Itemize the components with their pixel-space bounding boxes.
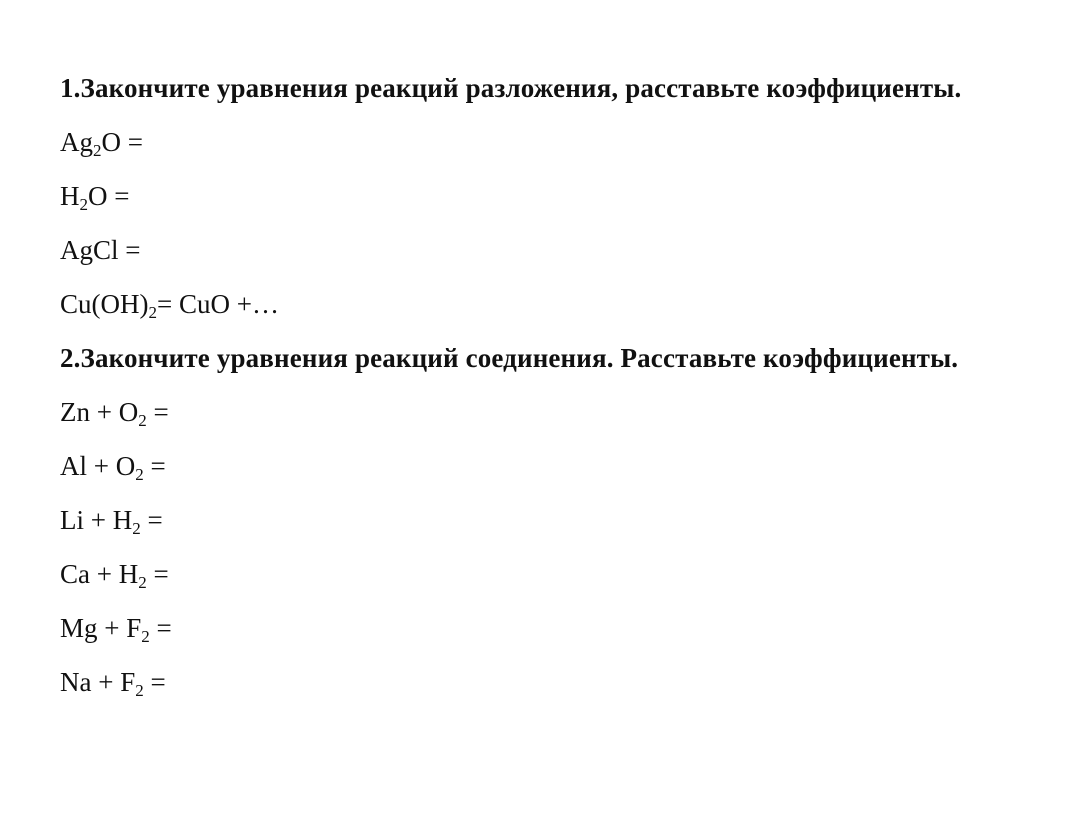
equation-2-1 [60, 396, 169, 428]
equation-subscript: 2 [138, 573, 147, 592]
equation-part: Cu(OH) [60, 289, 149, 319]
equation-subscript: 2 [132, 519, 141, 538]
equation-subscript: 2 [135, 681, 144, 700]
equation-part: = CuO +… [157, 289, 279, 319]
equation-2-4 [60, 558, 169, 590]
equation-subscript: 2 [141, 627, 150, 646]
task-1-heading: 1.Закончите уравнения реакций разложения, расставьте коэффициенты. [60, 73, 962, 103]
equation-1-4 [60, 288, 279, 320]
equation-part: Zn + O [60, 397, 139, 427]
equation-part: O = [88, 181, 130, 211]
equation-2-2 [60, 450, 166, 482]
equation-part: = [146, 559, 169, 589]
equation-part: O = [101, 127, 143, 157]
equation-part: Mg + F [60, 613, 142, 643]
equation-part: Li + H [60, 505, 133, 535]
equation-part: = [143, 451, 166, 481]
equation-subscript: 2 [138, 411, 147, 430]
equation-subscript: 2 [79, 195, 88, 214]
equation-1-3 [60, 234, 141, 266]
equation-part: Ag [60, 127, 93, 157]
equation-subscript: 2 [93, 141, 102, 160]
equation-part: Na + F [60, 667, 136, 697]
equation-part: H [60, 181, 80, 211]
equation-part: = [143, 667, 166, 697]
equation-2-5 [60, 612, 172, 644]
equation-subscript: 2 [148, 303, 157, 322]
equation-part: = [146, 397, 169, 427]
task-2-heading: 2.Закончите уравнения реакций соединения. Расставьте коэффициенты. [60, 343, 959, 373]
equation-1-1 [60, 126, 143, 158]
equation-part: Al + O [60, 451, 136, 481]
equation-part: Ca + H [60, 559, 139, 589]
equation-2-6 [60, 666, 166, 698]
equation-part: = [140, 505, 163, 535]
equation-subscript: 2 [135, 465, 144, 484]
equation-1-2 [60, 180, 129, 212]
equation-part: AgCl = [60, 235, 141, 265]
equation-2-3 [60, 504, 163, 536]
equation-part: = [149, 613, 172, 643]
